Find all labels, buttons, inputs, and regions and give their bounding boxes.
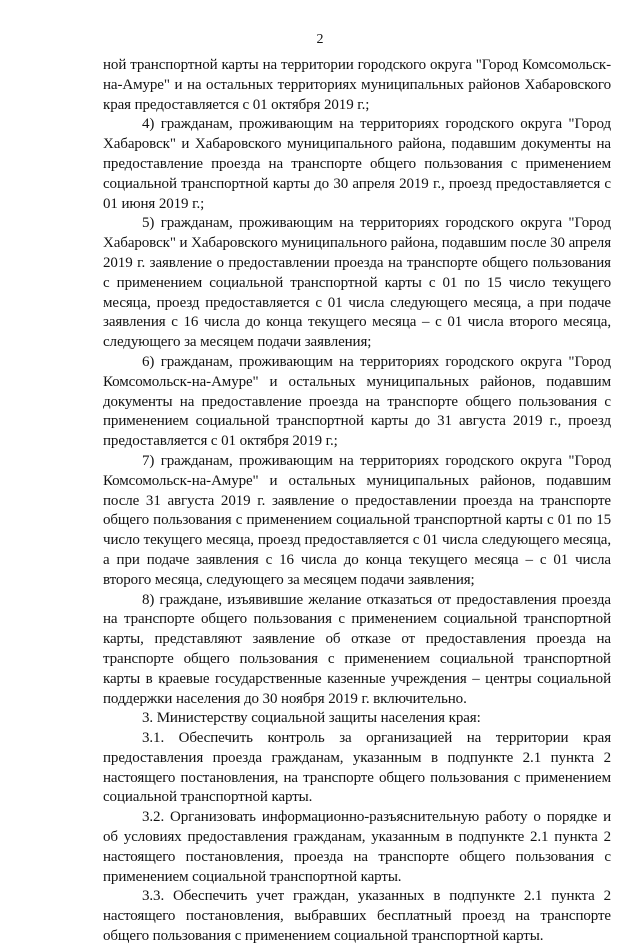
paragraph-section-3-1: 3.1. Обеспечить контроль за организацией на территории края предоставления проезда гражданам, указанным в подпункте 2.1 пункта 2 настоящего постановления, на транспорте общего пользования с применением социальной транспортной карты. [103, 730, 611, 806]
paragraph-item-6: 6) гражданам, проживающим на территориях городского округа "Город Комсомольск-на-Амуре" и остальных муниципальных районов, подавшим документы на предоставление проезда на транспорте общего пользования с применением социальной транспортной карты до 31 августа 2019 г., проезд предоставляется с 01 октября 2019 г.; [103, 353, 611, 450]
paragraph-item-7: 7) гражданам, проживающим на территориях городского округа "Город Комсомольск-на-Амуре" и остальных муниципальных районов, подавшим после 31 августа 2019 г. заявление о предоставлении проезда на транспорте общего пользования с применением социальной транспортной карты с 01 по 15 число текущего месяца, проезд предоставляется с 01 числа следующего месяца, а при подаче заявления с 16 числа до конца текущего месяца – с 01 числа второго месяца, следующего за месяцем подачи заявления; [103, 452, 611, 588]
paragraph-continuation: ной транспортной карты на территории городского округа "Город Комсомольск-на-Амуре" и на остальных территориях муниципальных районов Хабаровского края предоставляется с 01 октября 2019 г.; [103, 57, 611, 113]
paragraph-section-3: 3. Министерству социальной защиты населения края: [142, 710, 481, 727]
paragraph-section-3-3: 3.3. Обеспечить учет граждан, указанных в подпункте 2.1 пункта 2 настоящего постановления, выбравших бесплатный проезд на транспорте общего пользования с применением социальной транспортной карты. [103, 888, 611, 945]
paragraph-item-5: 5) гражданам, проживающим на территориях городского округа "Город Хабаровск" и Хабаровского муниципального района, подавшим после 30 апреля 2019 г. заявление о предоставлении проезда на транспорте общего пользования с применением социальной транспортной карты с 01 по 15 число текущего месяца, проезд предоставляется с 01 числа следующего месяца, а при подаче заявления с 16 числа до конца текущего месяца – с 01 числа второго месяца, следующего за месяцем подачи заявления; [103, 215, 611, 351]
paragraph-section-3-2: 3.2. Организовать информационно-разъяснительную работу о порядке и об условиях предоставления гражданам, указанным в подпункте 2.1 пункта 2 настоящего постановления, проезда на транспорте общего пользования с применением социальной транспортной карты. [103, 809, 611, 885]
document-body [103, 56, 611, 947]
page-number: 2 [316, 32, 324, 47]
paragraph-item-4: 4) гражданам, проживающим на территориях городского округа "Город Хабаровск" и Хабаровского муниципального района, подавшим документы на предоставление проезда на транспорте общего пользования с применением социальной транспортной карты до 30 апреля 2019 г., проезд предоставляется с 01 июня 2019 г.; [103, 116, 611, 212]
paragraph-item-8: 8) граждане, изъявившие желание отказаться от предоставления проезда на транспорте общего пользования с применением социальной транспортной карты, представляют заявление об отказе от предоставления проезда на транспорте общего пользования с применением социальной транспортной карты в краевые государственные казенные учреждения – центры социальной поддержки населения до 30 ноября 2019 г. включительно. [103, 591, 611, 707]
